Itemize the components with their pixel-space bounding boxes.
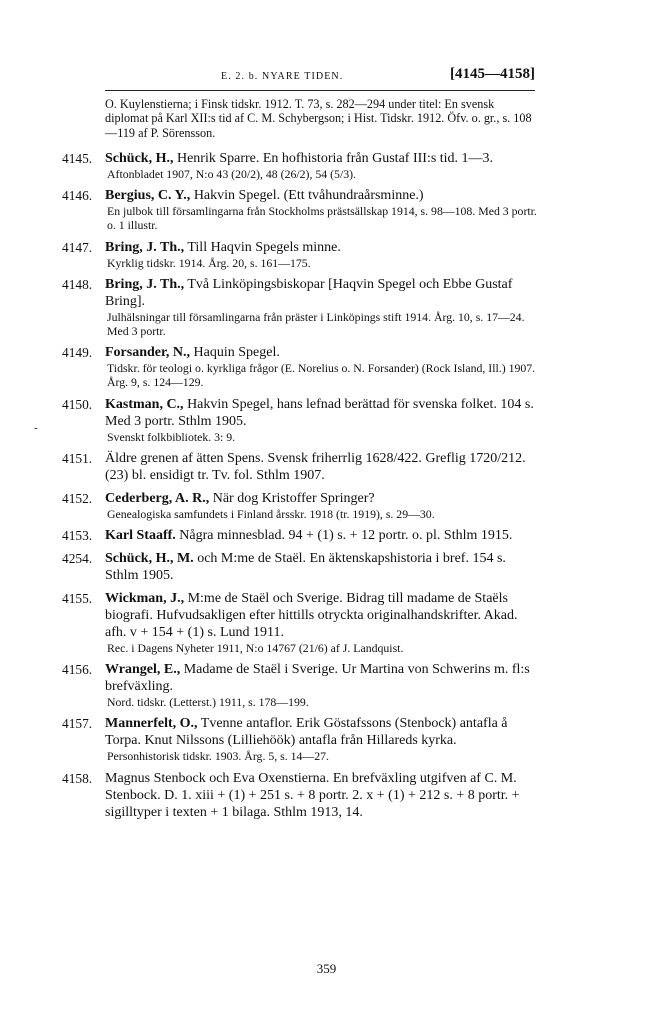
bibliography-list: [62, 150, 538, 827]
entry-number: 4254.: [62, 551, 93, 567]
entry-number: 4157.: [62, 716, 93, 732]
entry-number: 4155.: [62, 591, 93, 607]
entry-number: 4145.: [62, 151, 93, 166]
entry-title: Äldre grenen af ätten Spens. Svensk friherrlig 1628/422. Greflig 1720/212. (23) bl. ensidigt tr. Tv. fol. Sthlm 1907.: [105, 450, 526, 483]
continuation-text: O. Kuylenstierna; i Finsk tidskr. 1912. T. 73, s. 282—294 under titel: En svensk diplomat på Karl XII:s tid af C. M. Schybergson; i Hist. Tidskr. 1912. Öfv. o. gr., s. 108—119 af P. Sörensson.: [105, 97, 532, 140]
entry-4150: [62, 396, 538, 444]
entry-4148: [62, 276, 538, 338]
running-header: [105, 66, 535, 88]
entry-4155: [62, 590, 538, 655]
header-rule: [105, 90, 535, 91]
entry-title: Madame de Staël i Sverige. Ur Martina von Schwerins m. fl:s brefväxling.: [105, 662, 530, 695]
entry-4146: [62, 187, 538, 232]
entry-4145: [62, 150, 538, 181]
entry-4254: [62, 550, 538, 584]
entry-title: Till Haqvin Spegels minne.: [187, 239, 341, 255]
entry-note: Nord. tidskr. (Letterst.) 1911, s. 178—199.: [107, 695, 309, 710]
entry-number: 4151.: [62, 450, 93, 466]
entry-number: 4146.: [62, 188, 93, 204]
entry-number: 4156.: [62, 662, 93, 678]
entry-author: Cederberg, A. R.,: [105, 490, 210, 506]
entry-author: Wickman, J.,: [105, 591, 185, 607]
entry-title: Henrik Sparre. En hofhistoria från Gustaf III:s tid. 1—3.: [176, 151, 494, 166]
entry-note: Personhistorisk tidskr. 1903. Årg. 5, s. 14—27.: [107, 749, 329, 764]
entry-title: Hakvin Spegel, hans lefnad berättad för svenska folket. 104 s. Med 3 portr. Sthlm 1905.: [105, 396, 534, 429]
entry-note: Svenskt folkbibliotek. 3: 9.: [107, 429, 236, 444]
entry-note: Genealogiska samfundets i Finland årsskr. 1918 (tr. 1919), s. 29—30.: [107, 506, 435, 521]
entry-author: Mannerfelt, O.,: [105, 716, 198, 732]
entry-title: Magnus Stenbock och Eva Oxenstierna. En brefväxling utgifven af C. M. Stenbock. D. 1. xiii + (1) + 251 s. + 8 portr. 2. x + (1) + 212 s. + 8 portr. + sigilltyper i texten + 1 bilaga. Sthlm 1913, 14.: [105, 770, 520, 820]
entry-title: M:me de Staël och Sverige. Bidrag till madame de Staëls biografi. Hufvudsakligen efter hittills otryckta originalhandskrifter. Akad. afh. v + 154 + (1) s. Lund 1911.: [105, 591, 518, 641]
entry-number: 4153.: [62, 528, 93, 544]
entry-range: [4145—4158]: [450, 66, 535, 82]
entry-title: och M:me de Staël. En äktenskapshistoria i bref. 154 s. Sthlm 1905.: [105, 551, 506, 584]
entry-author: Bergius, C. Y.,: [105, 188, 191, 204]
entry-author: Kastman, C.,: [105, 396, 184, 412]
entry-number: 4148.: [62, 276, 93, 292]
entry-title: Tvenne antaflor. Erik Göstafssons (Stenbock) antafla å Torpa. Knut Nilssons (Lilliehöök) antafla från Hillareds kyrka.: [105, 716, 508, 749]
entry-title: Hakvin Spegel. (Ett tvåhundraårsminne.): [193, 188, 424, 204]
entry-number: 4152.: [62, 490, 93, 506]
entry-title: Två Linköpingsbiskopar [Haqvin Spegel och Ebbe Gustaf Bring].: [105, 276, 513, 309]
entry-note: Kyrklig tidskr. 1914. Årg. 20, s. 161—175.: [107, 255, 311, 270]
entry-author: Karl Staaff.: [105, 528, 176, 544]
entry-4149: [62, 344, 538, 389]
running-head-section: E. 2. b. NYARE TIDEN.: [221, 71, 344, 82]
entry-4153: [62, 527, 538, 544]
entry-author: Bring, J. Th.,: [105, 276, 185, 292]
margin-mark: -: [34, 422, 38, 434]
entry-note: Aftonbladet 1907, N:o 43 (20/2), 48 (26/2), 54 (5/3).: [107, 167, 357, 181]
entry-author: Wrangel, E.,: [105, 662, 181, 678]
entry-4158: [62, 770, 538, 821]
entry-author: Forsander, N.,: [105, 345, 191, 361]
entry-note: Julhälsningar till församlingarna från präster i Linköpings stift 1914. Årg. 10, s. 17—24. Med 3 portr.: [107, 309, 525, 339]
entry-4157: [62, 715, 538, 763]
entry-author: Bring, J. Th.,: [105, 239, 185, 255]
entry-number: 4149.: [62, 345, 93, 361]
entry-4147: [62, 239, 538, 270]
entry-number: 4147.: [62, 239, 93, 255]
entry-number: 4158.: [62, 770, 93, 786]
entry-note: En julbok till församlingarna från Stockholms prästsällskap 1914, s. 98—108. Med 3 portr. o. 1 illustr.: [107, 204, 537, 233]
entry-author: Schück, H., M.: [105, 551, 194, 567]
entry-4151: [62, 450, 538, 484]
entry-title: Haquin Spegel.: [193, 345, 280, 361]
entry-4152: [62, 490, 538, 521]
entry-note: Tidskr. för teologi o. kyrkliga frågor (E. Norelius o. N. Forsander) (Rock Island, Ill.) 1907. Årg. 9, s. 124—129.: [107, 361, 536, 390]
entry-author: Schück, H.,: [105, 151, 174, 166]
entry-title: Några minnesblad. 94 + (1) s. + 12 portr. o. pl. Sthlm 1915.: [179, 528, 513, 544]
entry-number: 4150.: [62, 396, 93, 412]
entry-4156: [62, 661, 538, 709]
entry-title: När dog Kristoffer Springer?: [212, 490, 375, 506]
page-number: 359: [316, 961, 337, 976]
entry-note: Rec. i Dagens Nyheter 1911, N:o 14767 (21/6) af J. Landquist.: [107, 641, 404, 656]
